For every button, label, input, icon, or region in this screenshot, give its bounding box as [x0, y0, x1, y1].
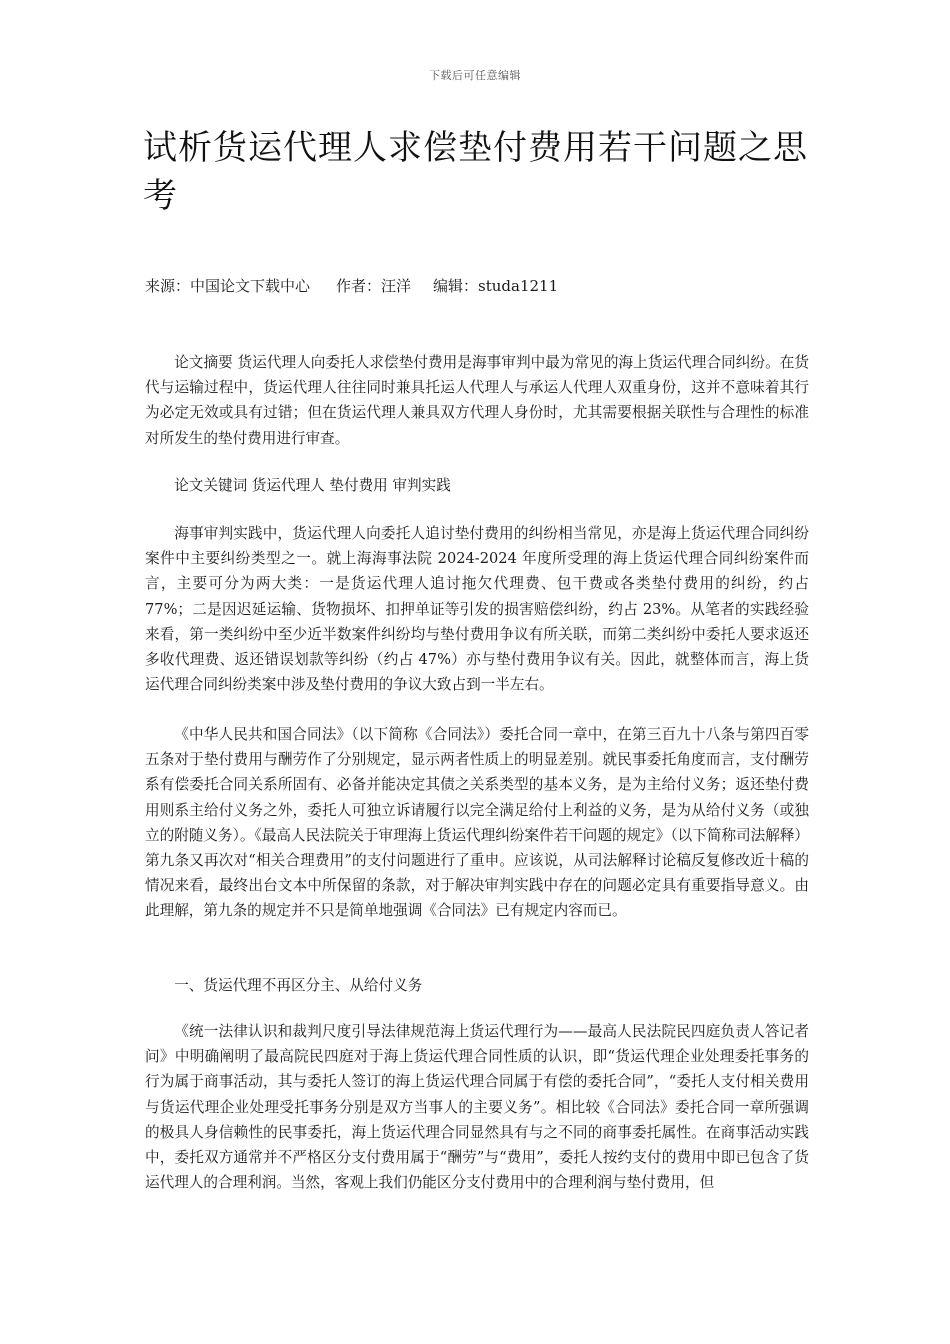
- page-title: 试析货运代理人求偿垫付费用若干问题之思考: [143, 128, 808, 216]
- body-paragraph-3: 《统一法律认识和裁判尺度引导法律规范海上货运代理行为——最高人民法院民四庭负责人答记者问》中明确阐明了最高院民四庭对于海上货运代理合同性质的认识，即“货运代理企业处理委托事务的行为属于商事活动，其与委托人签订的海上货运代理合同属于有偿的委托合同”，“委托人支付相关费用与货运代理企业处理受托事务分别是双方当事人的主要义务”。相比较《合同法》委托合同一章所强调的极具人身信赖性的民事委托，海上货运代理合同显然具有与之不同的商事委托属性。在商事活动实践中，委托双方通常并不严格区分支付费用属于“酬劳”与“费用”，委托人按约支付的费用中即已包含了货运代理人的合理利润。当然，客观上我们仍能区分支付费用中的合理利润与垫付费用，但: [145, 1023, 809, 1192]
- meta-source: 来源：中国论文下载中心: [145, 277, 311, 295]
- abstract-paragraph: 论文摘要 货运代理人向委托人求偿垫付费用是海事审判中最为常见的海上货运代理合同纠纷。在货代与运输过程中，货运代理人往往同时兼具托运人代理人与承运人代理人双重身份，这并不意味着其行为必定无效或具有过错；但在货运代理人兼具双方代理人身份时，尤其需要根据关联性与合理性的标准对所发生的垫付费用进行审查。: [145, 354, 809, 447]
- body-paragraph-2: 《中华人民共和国合同法》（以下简称《合同法》）委托合同一章中，在第三百九十八条与第四百零五条对于垫付费用与酬劳作了分别规定，显示两者性质上的明显差别。就民事委托角度而言，支付酬劳系有偿委托合同关系所固有、必备并能决定其债之关系类型的基本义务，是为主给付义务；返还垫付费用则系主给付义务之外，委托人可独立诉请履行以完全满足给付上利益的义务，是为从给付义务（或独立的附随义务）。《最高人民法院关于审理海上货运代理纠纷案件若干问题的规定》（以下简称司法解释）第九条又再次对“相关合理费用”的支付问题进行了重申。应该说，从司法解释讨论稿反复修改近十稿的情况来看，最终出台文本中所保留的条款，对于解决审判实践中存在的问题必定具有重要指导意义。由此理解，第九条的规定并不只是简单地强调《合同法》已有规定内容而已。: [145, 726, 810, 920]
- meta-editor: 编辑：studa1211: [433, 277, 559, 295]
- article-meta: [145, 275, 805, 297]
- header-note: 下载后可任意编辑: [429, 69, 521, 82]
- body-paragraph-1: 海事审判实践中，货运代理人向委托人追讨垫付费用的纠纷相当常见，亦是海上货运代理合同纠纷案件中主要纠纷类型之一。就上海海事法院 2024-2024 年度所受理的海上货运代理合同纠纷案件而言，主要可分为两大类：一是货运代理人追讨拖欠代理费、包干费或各类垫付费用的纠纷，约占 77%；二是因迟延运输、货物损坏、扣押单证等引发的损害赔偿纠纷，约占 23%。从笔者的实践经验来看，第一类纠纷中至少近半数案件纠纷均与垫付费用争议有所关联，而第二类纠纷中委托人要求返还多收代理费、返还错误划款等纠纷（约占 47%）亦与垫付费用争议有关。因此，就整体而言，海上货运代理合同纠纷类案中涉及垫付费用的争议大致占到一半左右。: [145, 525, 809, 694]
- meta-author: 作者：汪洋: [336, 277, 412, 295]
- keywords-paragraph: 论文关键词 货运代理人 垫付费用 审判实践: [174, 477, 451, 494]
- section-heading: 一、货运代理不再区分主、从给付义务: [174, 977, 423, 994]
